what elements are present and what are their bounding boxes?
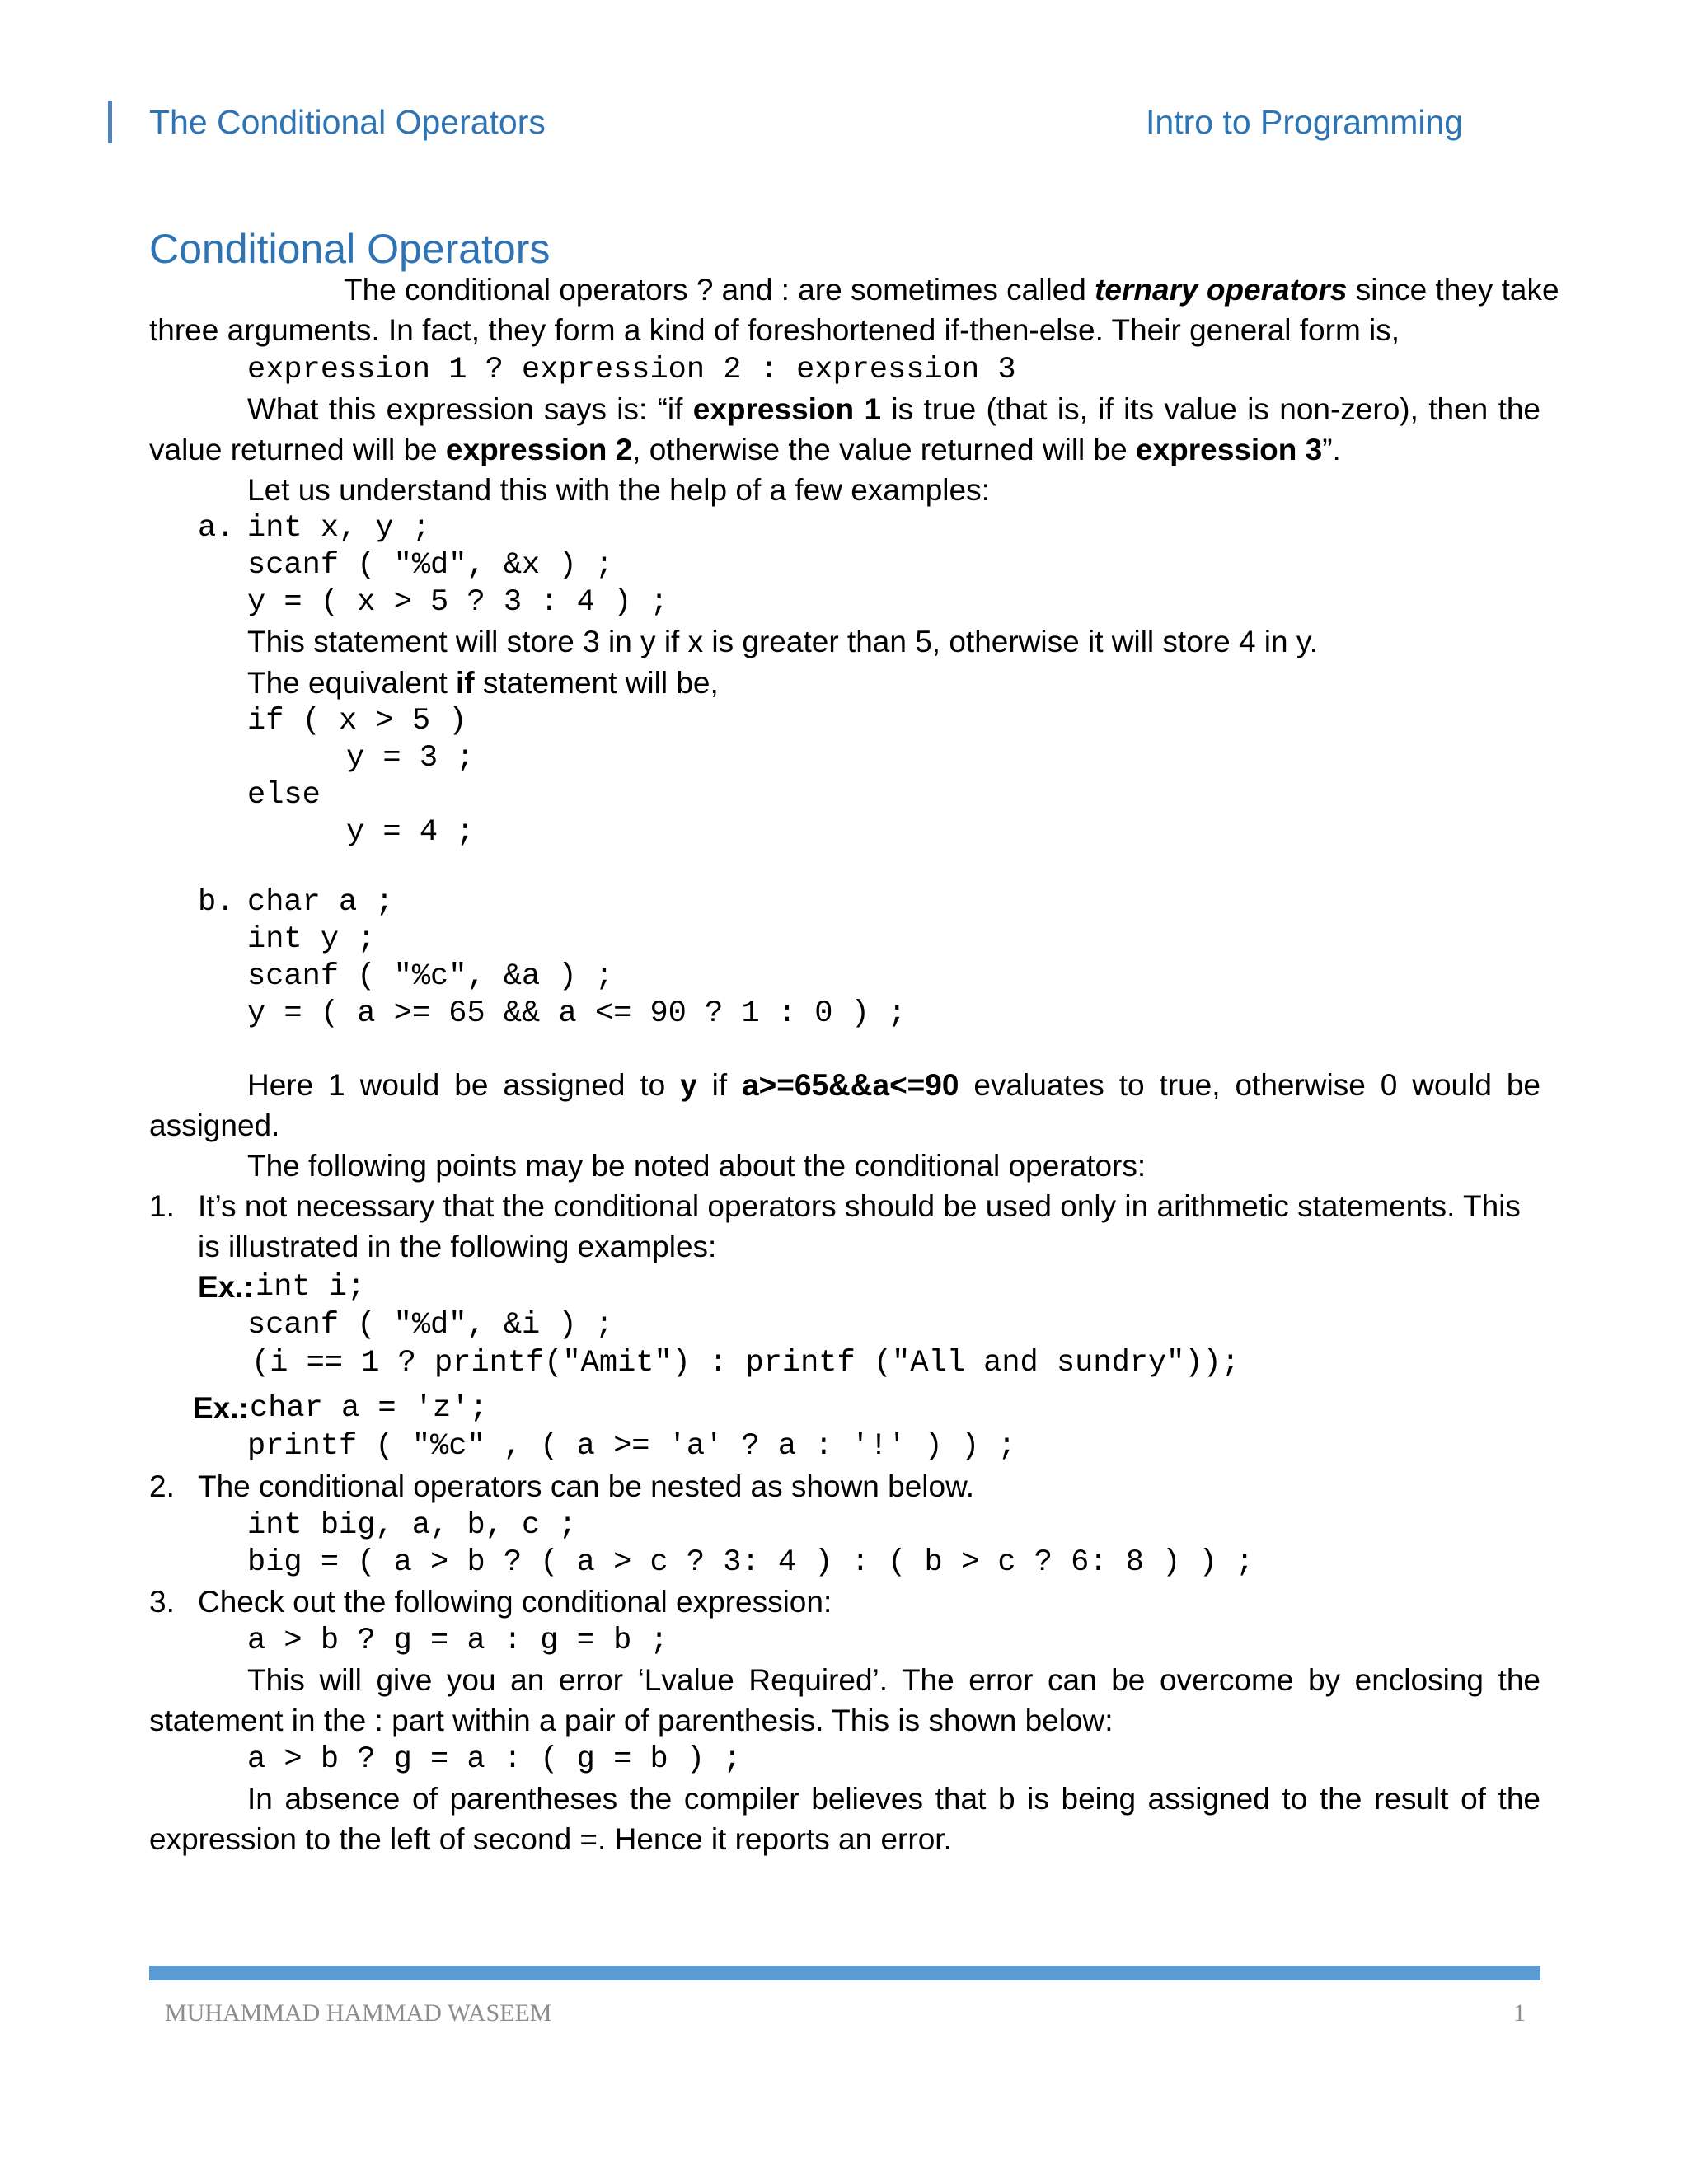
example-a-code-line: scanf ( "%d", &x ) ; [247,548,614,583]
example-a-if-code: if ( x > 5 ) [247,704,467,738]
point-2-code-line: int big, a, b, c ; [247,1508,577,1543]
point-3-number: 3. [149,1585,175,1619]
header-accent-bar [108,101,112,143]
example-b-explanation-cont: assigned. [149,1108,280,1142]
intro-line-5: Let us understand this with the help of a few examples: [247,473,990,507]
general-form-code: expression 1 ? expression 2 : expression 3 [247,353,1016,387]
example-label: Ex.: [198,1270,254,1304]
point-3-explanation: statement in the : part within a pair of parenthesis. This is shown below: [149,1704,1114,1737]
example-b-code-line: char a ; [247,885,394,920]
point-1-text: It’s not necessary that the conditional operators should be used only in arithmetic statements. This [198,1189,1521,1223]
example-a-code-line: y = ( x > 5 ? 3 : 4 ) ; [247,585,668,620]
point-2-text: The conditional operators can be nested as shown below. [198,1469,975,1503]
footer-accent-bar [149,1966,1540,1980]
point-3-text: Check out the following conditional expression: [198,1585,832,1619]
intro-line-4: value returned will be expression 2, otherwise the value returned will be expression 3”. [149,433,1341,466]
point-3-code-line: a > b ? g = a : g = b ; [247,1624,668,1658]
point-1-text: is illustrated in the following examples: [198,1230,717,1263]
example-label: Ex.: [193,1391,249,1425]
points-intro: The following points may be noted about the conditional operators: [247,1149,1146,1183]
point-3-conclusion: In absence of parentheses the compiler believes that b is being assigned to the result of the [247,1782,1540,1816]
header-chapter-title: The Conditional Operators [149,103,546,141]
point-3-explanation: This will give you an error ‘Lvalue Required’. The error can be overcome by enclosing the [247,1663,1540,1697]
point-1-code-line: (i == 1 ? printf("Amit") : printf ("All and sundry")); [251,1346,1240,1380]
example-b-explanation: Here 1 would be assigned to y if a>=65&&a<=90 evaluates to true, otherwise 0 would be [247,1068,1541,1102]
example-b-marker: b. [198,885,235,920]
point-2-code-line: big = ( a > b ? ( a > c ? 3: 4 ) : ( b > c ? 6: 8 ) ) ; [247,1545,1254,1580]
point-1-code-line: scanf ( "%d", &i ) ; [247,1308,614,1343]
point-1-code-line: char a = 'z'; [250,1391,488,1426]
point-3-code-line: a > b ? g = a : ( g = b ) ; [247,1742,742,1777]
example-a-code-line: int x, y ; [247,511,431,546]
example-b-code-line: int y ; [247,922,376,957]
example-b-code-line: y = ( a >= 65 && a <= 90 ? 1 : 0 ) ; [247,996,907,1031]
footer-author: MUHAMMAD HAMMAD WASEEM [165,1999,552,2027]
page-number: 1 [1513,1999,1526,2027]
example-a-equivalent: The equivalent if statement will be, [247,666,719,700]
point-1-code-line: int i; [256,1270,366,1305]
point-1-number: 1. [149,1189,175,1223]
intro-line-3: What this expression says is: “if expression 1 is true (that is, if its value is non-zero), then the [247,392,1540,426]
point-1-code-line: printf ( "%c" , ( a >= 'a' ? a : '!' ) ) ; [247,1429,1016,1464]
example-a-if-code: y = 3 ; [346,741,475,776]
example-a-if-code: else [247,778,321,813]
example-a-explanation: This statement will store 3 in y if x is greater than 5, otherwise it will store 4 in y. [247,625,1318,658]
page-title: Conditional Operators [149,226,551,272]
intro-line-2: three arguments. In fact, they form a kind of foreshortened if-then-else. Their general form is, [149,313,1400,347]
point-2-number: 2. [149,1469,175,1503]
point-3-conclusion: expression to the left of second =. Hence it reports an error. [149,1822,952,1856]
example-a-marker: a. [198,511,235,546]
example-b-code-line: scanf ( "%c", &a ) ; [247,959,614,994]
example-a-if-code: y = 4 ; [346,815,475,850]
intro-line-1: The conditional operators ? and : are sometimes called ternary operators since they take [344,273,1559,307]
header-course-title: Intro to Programming [1146,103,1464,141]
